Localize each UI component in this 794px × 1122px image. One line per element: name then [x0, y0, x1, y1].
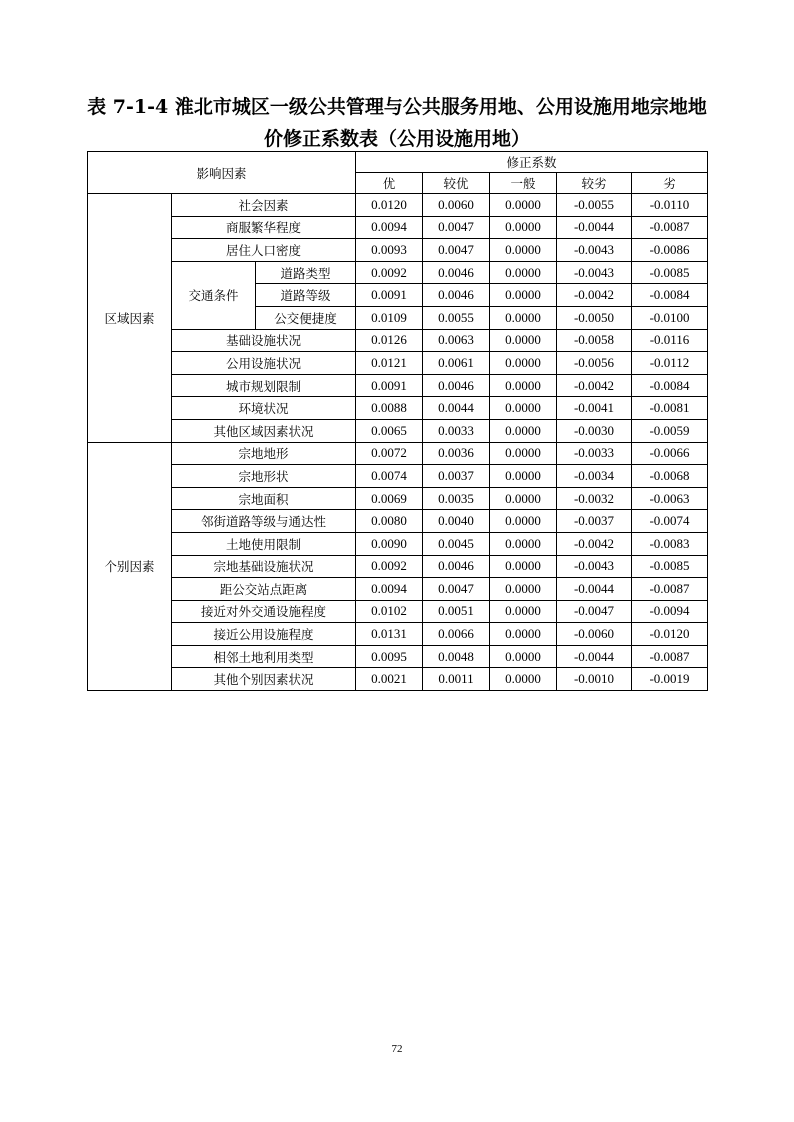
coef-value: -0.0033	[557, 442, 632, 465]
coef-value: -0.0087	[632, 216, 708, 239]
header-factor: 影响因素	[88, 152, 356, 194]
factor-label: 城市规划限制	[172, 374, 356, 397]
coef-value: -0.0120	[632, 623, 708, 646]
coef-value: 0.0090	[356, 532, 423, 555]
header-level: 劣	[632, 173, 708, 194]
factor-label: 距公交站点距离	[172, 578, 356, 601]
table-row	[88, 352, 708, 375]
coef-value: 0.0095	[356, 645, 423, 668]
coef-value: -0.0042	[557, 374, 632, 397]
coef-value: 0.0120	[356, 194, 423, 217]
coef-value: 0.0121	[356, 352, 423, 375]
coef-value: 0.0046	[423, 261, 490, 284]
coef-value: 0.0065	[356, 419, 423, 442]
coef-value: 0.0072	[356, 442, 423, 465]
factor-label: 社会因素	[172, 194, 356, 217]
coef-value: 0.0091	[356, 374, 423, 397]
coef-value: -0.0043	[557, 239, 632, 262]
table-row	[88, 442, 708, 465]
coef-value: 0.0060	[423, 194, 490, 217]
coef-value: 0.0109	[356, 306, 423, 329]
coef-value: 0.0069	[356, 487, 423, 510]
table-row	[88, 374, 708, 397]
factor-label: 宗地地形	[172, 442, 356, 465]
coef-value: -0.0044	[557, 645, 632, 668]
coef-value: 0.0046	[423, 555, 490, 578]
coef-value: 0.0092	[356, 555, 423, 578]
table-row	[88, 216, 708, 239]
header-level: 一般	[490, 173, 557, 194]
subgroup-traffic: 交通条件	[172, 261, 256, 329]
coef-value: -0.0063	[632, 487, 708, 510]
factor-label: 商服繁华程度	[172, 216, 356, 239]
coef-value: 0.0035	[423, 487, 490, 510]
coef-value: 0.0000	[490, 419, 557, 442]
factor-label: 宗地形状	[172, 465, 356, 488]
coef-value: 0.0061	[423, 352, 490, 375]
header-coef: 修正系数	[356, 152, 708, 173]
coef-value: -0.0086	[632, 239, 708, 262]
coef-value: 0.0094	[356, 578, 423, 601]
factor-label: 相邻土地利用类型	[172, 645, 356, 668]
coef-value: -0.0019	[632, 668, 708, 691]
coef-value: 0.0000	[490, 487, 557, 510]
coef-value: -0.0032	[557, 487, 632, 510]
group-individual: 个别因素	[88, 442, 172, 691]
coef-value: -0.0060	[557, 623, 632, 646]
table-row	[88, 239, 708, 262]
coef-value: 0.0066	[423, 623, 490, 646]
coef-value: -0.0110	[632, 194, 708, 217]
factor-label: 接近公用设施程度	[172, 623, 356, 646]
table-row	[88, 668, 708, 691]
table-row	[88, 194, 708, 217]
coef-value: 0.0000	[490, 216, 557, 239]
coef-value: 0.0102	[356, 600, 423, 623]
table-row	[88, 419, 708, 442]
table-row	[88, 261, 708, 284]
coef-value: -0.0056	[557, 352, 632, 375]
coef-value: 0.0091	[356, 284, 423, 307]
table-row	[88, 487, 708, 510]
factor-label: 环境状况	[172, 397, 356, 420]
coef-value: -0.0068	[632, 465, 708, 488]
coef-value: -0.0050	[557, 306, 632, 329]
table-row	[88, 600, 708, 623]
coef-value: 0.0047	[423, 239, 490, 262]
factor-label: 道路等级	[256, 284, 356, 307]
coef-value: 0.0000	[490, 532, 557, 555]
table-row	[88, 578, 708, 601]
coef-value: 0.0074	[356, 465, 423, 488]
coef-value: 0.0036	[423, 442, 490, 465]
coef-value: 0.0011	[423, 668, 490, 691]
coef-value: 0.0000	[490, 510, 557, 533]
coef-value: 0.0093	[356, 239, 423, 262]
factor-label: 公用设施状况	[172, 352, 356, 375]
factor-label: 邻街道路等级与通达性	[172, 510, 356, 533]
coef-value: 0.0046	[423, 284, 490, 307]
coef-value: -0.0084	[632, 284, 708, 307]
factor-label: 宗地面积	[172, 487, 356, 510]
coef-value: -0.0047	[557, 600, 632, 623]
coef-value: -0.0043	[557, 555, 632, 578]
coef-value: -0.0042	[557, 532, 632, 555]
coef-value: 0.0040	[423, 510, 490, 533]
coef-value: -0.0074	[632, 510, 708, 533]
coef-value: 0.0094	[356, 216, 423, 239]
coef-value: 0.0126	[356, 329, 423, 352]
coef-value: -0.0087	[632, 578, 708, 601]
coef-value: 0.0021	[356, 668, 423, 691]
coef-value: -0.0041	[557, 397, 632, 420]
coef-value: -0.0055	[557, 194, 632, 217]
coef-value: -0.0085	[632, 261, 708, 284]
coef-value: -0.0066	[632, 442, 708, 465]
coef-value: 0.0000	[490, 668, 557, 691]
factor-label: 居住人口密度	[172, 239, 356, 262]
table-title-line1: 表 7-1-4 淮北市城区一级公共管理与公共服务用地、公用设施用地宗地地	[87, 96, 707, 118]
coef-value: 0.0000	[490, 555, 557, 578]
header-level: 较优	[423, 173, 490, 194]
header-row-1	[88, 152, 708, 173]
coef-value: 0.0092	[356, 261, 423, 284]
coef-value: -0.0030	[557, 419, 632, 442]
coef-value: 0.0045	[423, 532, 490, 555]
factor-label: 其他个别因素状况	[172, 668, 356, 691]
table-title-line2: 价修正系数表（公用设施用地）	[263, 128, 530, 150]
coef-value: -0.0042	[557, 284, 632, 307]
coef-value: 0.0055	[423, 306, 490, 329]
coef-value: -0.0059	[632, 419, 708, 442]
coef-value: -0.0044	[557, 578, 632, 601]
coef-value: 0.0000	[490, 329, 557, 352]
coef-value: 0.0000	[490, 623, 557, 646]
coef-value: 0.0000	[490, 261, 557, 284]
coef-value: 0.0000	[490, 284, 557, 307]
group-regional: 区域因素	[88, 194, 172, 443]
table-row	[88, 329, 708, 352]
factor-label: 其他区域因素状况	[172, 419, 356, 442]
coef-value: 0.0000	[490, 306, 557, 329]
coef-value: 0.0000	[490, 397, 557, 420]
coef-value: 0.0000	[490, 600, 557, 623]
coef-value: 0.0046	[423, 374, 490, 397]
factor-label: 宗地基础设施状况	[172, 555, 356, 578]
coef-value: -0.0081	[632, 397, 708, 420]
header-level: 较劣	[557, 173, 632, 194]
table-row	[88, 465, 708, 488]
coef-value: 0.0047	[423, 578, 490, 601]
coef-value: 0.0000	[490, 352, 557, 375]
coef-value: 0.0000	[490, 645, 557, 668]
coef-value: 0.0063	[423, 329, 490, 352]
page-number: 72	[391, 1043, 403, 1055]
coef-value: 0.0048	[423, 645, 490, 668]
coef-value: -0.0084	[632, 374, 708, 397]
factor-label: 基础设施状况	[172, 329, 356, 352]
table-row	[88, 510, 708, 533]
coef-value: 0.0033	[423, 419, 490, 442]
table-row	[88, 645, 708, 668]
coef-value: -0.0034	[557, 465, 632, 488]
coef-value: -0.0044	[557, 216, 632, 239]
coef-value: 0.0044	[423, 397, 490, 420]
coef-value: -0.0085	[632, 555, 708, 578]
correction-coefficient-table	[87, 151, 708, 691]
header-level: 优	[356, 173, 423, 194]
coef-value: -0.0116	[632, 329, 708, 352]
table-row	[88, 532, 708, 555]
coef-value: 0.0047	[423, 216, 490, 239]
coef-value: -0.0112	[632, 352, 708, 375]
coef-value: 0.0088	[356, 397, 423, 420]
factor-label: 接近对外交通设施程度	[172, 600, 356, 623]
coef-value: 0.0000	[490, 442, 557, 465]
table-row	[88, 623, 708, 646]
coef-value: 0.0000	[490, 239, 557, 262]
coef-value: -0.0100	[632, 306, 708, 329]
coef-value: 0.0051	[423, 600, 490, 623]
coef-value: 0.0000	[490, 374, 557, 397]
coef-value: 0.0000	[490, 194, 557, 217]
factor-label: 公交便捷度	[256, 306, 356, 329]
coef-value: 0.0037	[423, 465, 490, 488]
table-row	[88, 555, 708, 578]
coef-value: -0.0043	[557, 261, 632, 284]
coef-value: 0.0080	[356, 510, 423, 533]
coef-value: -0.0094	[632, 600, 708, 623]
coef-value: 0.0000	[490, 578, 557, 601]
factor-label: 土地使用限制	[172, 532, 356, 555]
coef-value: -0.0010	[557, 668, 632, 691]
coef-value: -0.0037	[557, 510, 632, 533]
coef-value: 0.0000	[490, 465, 557, 488]
coef-value: -0.0083	[632, 532, 708, 555]
coef-value: -0.0058	[557, 329, 632, 352]
factor-label: 道路类型	[256, 261, 356, 284]
table-row	[88, 397, 708, 420]
coef-value: 0.0131	[356, 623, 423, 646]
coef-value: -0.0087	[632, 645, 708, 668]
